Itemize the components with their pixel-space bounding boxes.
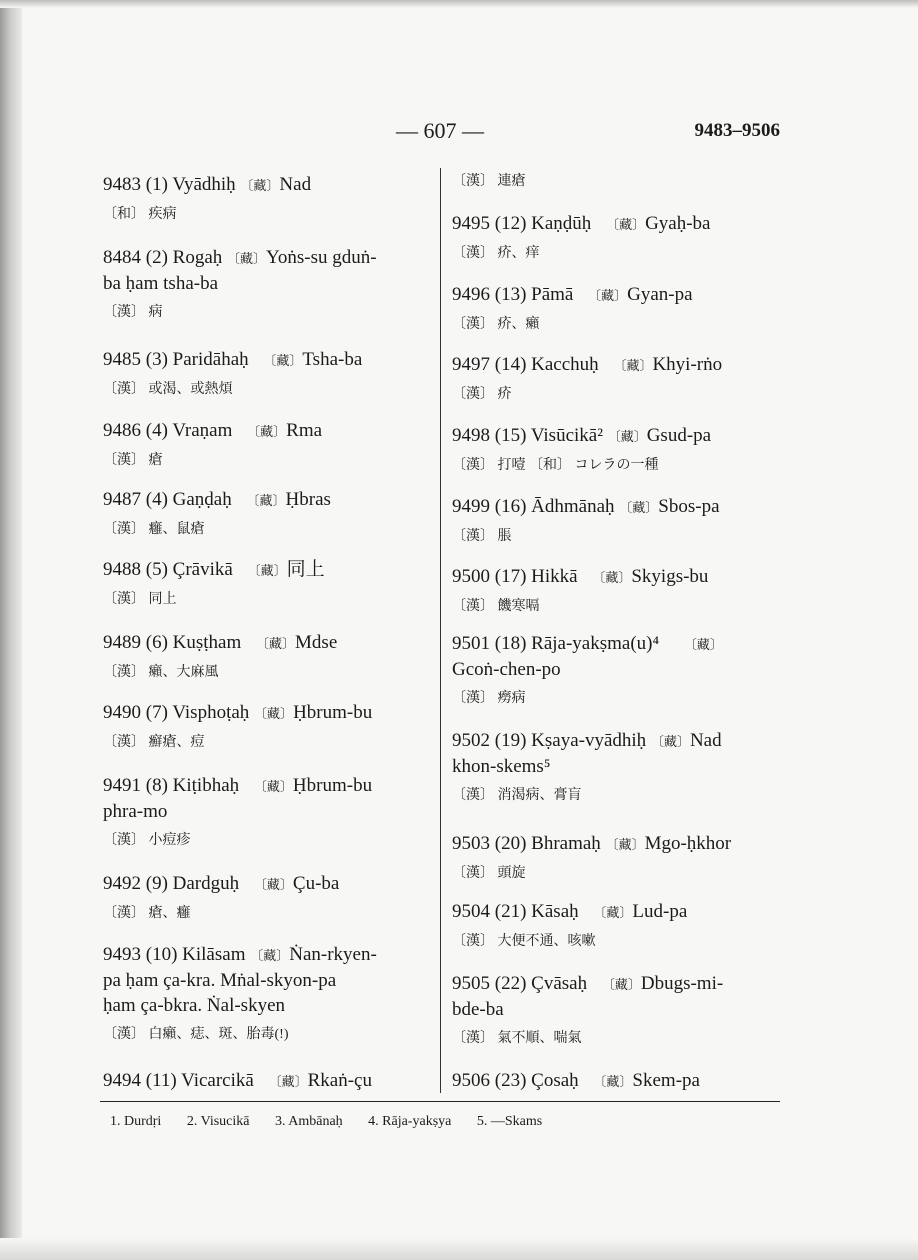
entry-number: 9505 (22) [452,973,527,994]
entry-number: 9486 (4) [103,420,168,441]
sanskrit-term: Çrāvikā [172,559,233,580]
gloss: 〔漢〕 或渴、或熱煩 [103,382,233,397]
entry-number: 9488 (5) [103,559,168,580]
sanskrit-term: Gaṇḍaḥ [172,489,232,510]
tibetan-tag: 〔藏〕 [263,353,303,368]
tibetan-term: 同上 [286,559,325,580]
entry-9506 [452,1068,787,1094]
entry-number: 9492 (9) [103,873,168,894]
entry-number: 8484 (2) [103,247,168,268]
tibetan-tag: 〔藏〕 [256,636,296,651]
tibetan-tag: 〔藏〕 [240,178,280,193]
sanskrit-term: Kiṭibhaḥ [172,775,240,796]
entry-9485 [103,347,438,400]
gloss: 〔漢〕 疥 [452,387,512,402]
footnote-5: 5. —Skams [476,1114,543,1129]
continuation-line: pa ḥam ça-kra. Mṅal-skyon-pa [103,970,337,991]
entry-number: 9499 (16) [452,496,527,517]
tibetan-term: Khyi-rṅo [652,354,723,375]
gloss: 〔漢〕 疥、癩 [452,317,540,332]
sanskrit-term: Vicarcikā [181,1070,254,1091]
entry-number: 9496 (13) [452,284,527,305]
tibetan-tag: 〔藏〕 [246,493,286,508]
entry-continued [452,172,787,192]
footnote-1: 1. Durdṛi [110,1114,162,1129]
tibetan-term: Nad [689,730,722,751]
entry-9486 [103,418,438,471]
sanskrit-term: Visūcikā² [530,425,603,446]
continuation-line: ḥam ça-bkra. Ṅal-skyen [103,995,286,1016]
gloss: 〔漢〕 大便不通、咳嗽 [452,934,596,949]
entry-number: 9483 (1) [103,174,168,195]
tibetan-tag: 〔藏〕 [593,1074,633,1089]
sanskrit-term: Vyādhiḥ [172,174,236,195]
gloss: 〔漢〕 頭旋 [452,866,526,881]
tibetan-tag: 〔藏〕 [613,358,653,373]
gloss: 〔漢〕 疥、痒 [452,246,540,261]
entry-9500 [452,564,787,617]
gloss: 〔漢〕 饑寒嗝 [452,599,540,614]
tibetan-tag: 〔藏〕 [619,500,659,515]
sanskrit-term: Çvāsaḥ [531,973,588,994]
entry-number: 9500 (17) [452,566,527,587]
tibetan-tag: 〔藏〕 [250,948,290,963]
entry-8484 [103,245,438,323]
gloss: 〔漢〕 瘡 [103,453,163,468]
footnote-3: 3. Ambānaḥ [275,1114,343,1129]
sanskrit-term: Kacchuḥ [531,354,599,375]
tibetan-term: Rma [286,420,323,441]
tibetan-term: Mdse [295,632,338,653]
tibetan-tag: 〔藏〕 [592,570,632,585]
footnote-rule [100,1101,780,1102]
entry-9504 [452,899,787,952]
entry-number: 9502 (19) [452,730,527,751]
tibetan-term: Mgo-ḥkhor [644,833,732,854]
entry-9494 [103,1068,438,1094]
gloss: 〔漢〕 氣不順、喘氣 [452,1031,582,1046]
entry-9497 [452,352,787,405]
sanskrit-term: Kaṇḍūḥ [531,213,592,234]
tibetan-tag: 〔藏〕 [605,837,645,852]
entry-9505 [452,971,787,1049]
tibetan-term: Rkaṅ-çu [307,1070,372,1091]
tibetan-tag: 〔藏〕 [601,977,641,992]
entry-number: 9495 (12) [452,213,527,234]
entry-9496 [452,282,787,335]
sanskrit-term: Vraṇam [172,420,233,441]
entry-9483 [103,172,438,225]
entry-9489 [103,630,438,683]
entry-9501 [452,631,787,709]
tibetan-term: Skem-pa [632,1070,700,1091]
entry-9487 [103,487,438,540]
entry-9495 [452,211,787,264]
tibetan-term: Ṅan-rkyen- [289,944,377,965]
gloss: 〔漢〕 小痘疹 [103,833,191,848]
continuation-line: bde-ba [452,999,504,1020]
continuation-line: Gcoṅ-chen-po [452,659,561,680]
entry-number: 9494 (11) [103,1070,177,1091]
entry-number: 9504 (21) [452,901,527,922]
entry-9490 [103,700,438,753]
tibetan-term: Ḥbrum-bu [293,702,373,723]
entry-number: 9498 (15) [452,425,527,446]
tibetan-term: Gsud-pa [646,425,712,446]
tibetan-tag: 〔藏〕 [247,563,287,578]
gloss: 〔漢〕 癆病 [452,691,526,706]
entry-number: 9489 (6) [103,632,168,653]
tibetan-term: Gyan-pa [627,284,693,305]
tibetan-tag: 〔藏〕 [253,779,293,794]
footnote-2: 2. Visucikā [186,1114,250,1129]
gloss: 〔漢〕 癩、大麻風 [103,665,219,680]
entry-number: 9506 (23) [452,1070,527,1091]
tibetan-term: Dbugs-mi- [640,973,724,994]
tibetan-tag: 〔藏〕 [588,288,628,303]
tibetan-tag: 〔藏〕 [254,706,294,721]
sanskrit-term: Rogaḥ [172,247,223,268]
tibetan-term: Lud-pa [632,901,688,922]
tibetan-tag: 〔藏〕 [253,877,293,892]
entry-number: 9491 (8) [103,775,168,796]
footnotes [110,1114,790,1130]
entry-number: 9493 (10) [103,944,178,965]
gloss: 〔漢〕 脹 [452,529,512,544]
entry-9492 [103,871,438,924]
tibetan-tag: 〔藏〕 [683,637,723,652]
scan-edge-left [0,0,22,1260]
tibetan-tag: 〔藏〕 [650,734,690,749]
entry-range: 9483–9506 [694,120,780,141]
tibetan-term: Ḥbras [285,489,331,510]
entry-number: 9490 (7) [103,702,168,723]
continuation-line: phra-mo [103,801,168,822]
page-number: — 607 — [396,118,484,143]
tibetan-tag: 〔藏〕 [268,1074,308,1089]
sanskrit-term: Kilāsam [182,944,246,965]
entry-number: 9485 (3) [103,349,168,370]
continuation-line: khon-skems⁵ [452,756,551,777]
entry-9499 [452,494,787,547]
entry-9488 [103,557,438,610]
entry-number: 9501 (18) [452,633,527,654]
gloss: 〔漢〕 連瘡 [452,174,526,189]
gloss: 〔漢〕 打噎 〔和〕 コレラの一種 [452,458,659,473]
scan-edge-top [0,0,918,8]
tibetan-term: Ḥbrum-bu [292,775,373,796]
tibetan-term: Skyigs-bu [631,566,709,587]
entry-9502 [452,728,787,806]
tibetan-term: Nad [279,174,312,195]
tibetan-tag: 〔藏〕 [247,424,287,439]
sanskrit-term: Bhramaḥ [531,833,601,854]
sanskrit-term: Hikkā [531,566,578,587]
tibetan-tag: 〔藏〕 [227,251,267,266]
sanskrit-term: Kṣaya-vyādhiḥ [531,730,647,751]
tibetan-tag: 〔藏〕 [606,217,646,232]
sanskrit-term: Kuṣṭham [172,632,242,653]
gloss: 〔漢〕 白癩、痣、斑、胎毒(!) [103,1027,289,1042]
continuation-line: ba ḥam tsha-ba [103,273,219,294]
entry-9491 [103,773,438,851]
tibetan-tag: 〔藏〕 [607,429,647,444]
entry-number: 9487 (4) [103,489,168,510]
entry-9493 [103,942,438,1045]
tibetan-term: Yoṅs-su gduṅ- [266,247,377,268]
sanskrit-term: Çosaḥ [531,1070,579,1091]
sanskrit-term: Dardguḥ [172,873,240,894]
gloss: 〔和〕 疾病 [103,207,177,222]
entry-9498 [452,423,787,476]
entry-number: 9497 (14) [452,354,527,375]
tibetan-term: Gyaḥ-ba [645,213,711,234]
sanskrit-term: Ādhmānaḥ [531,496,615,517]
tibetan-tag: 〔藏〕 [593,905,633,920]
sanskrit-term: Visphoṭaḥ [172,702,250,723]
gloss: 〔漢〕 消渴病、膏肓 [452,788,582,803]
column-divider [440,168,441,1093]
sanskrit-term: Pāmā [531,284,574,305]
gloss: 〔漢〕 病 [103,305,163,320]
sanskrit-term: Rāja-yakṣma(u)⁴ [531,633,660,654]
entry-number: 9503 (20) [452,833,527,854]
tibetan-term: Çu-ba [292,873,340,894]
gloss: 〔漢〕 同上 [103,592,177,607]
tibetan-term: Tsha-ba [302,349,363,370]
sanskrit-term: Kāsaḥ [531,901,579,922]
entry-9503 [452,831,787,884]
gloss: 〔漢〕 癰、鼠瘡 [103,522,205,537]
gloss: 〔漢〕 瘡、癰 [103,906,191,921]
footnote-4: 4. Rāja-yakṣya [368,1114,452,1129]
tibetan-term: Sbos-pa [658,496,720,517]
sanskrit-term: Paridāhaḥ [172,349,249,370]
gloss: 〔漢〕 癬瘡、痘 [103,735,205,750]
scan-edge-bottom [0,1238,918,1260]
